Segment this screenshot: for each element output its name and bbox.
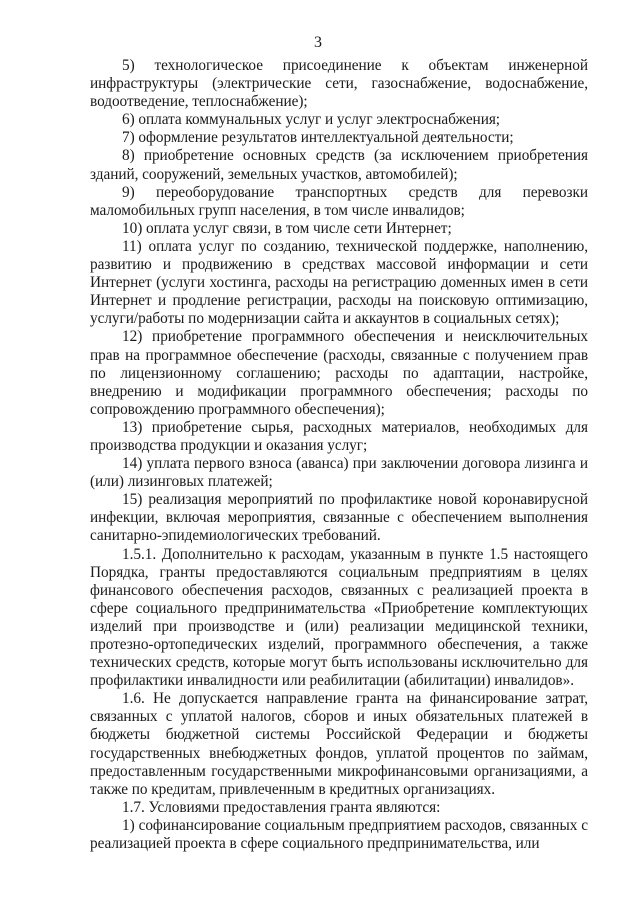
clause-1-7: 1.7. Условиями предоставления гранта являются:	[122, 798, 441, 816]
clause-1-7-item-1: 1) софинансирование социальным предприятием расходов, связанных с реализацией проекта в сфере социального предпринимательства, или	[90, 816, 588, 853]
list-item-15: 15) реализация мероприятий по профилактике новой коронавирусной инфекции, включая мероприятия, связанные с обеспечением выполнения санитарно-эпидемиологических требований.	[90, 491, 588, 545]
list-item-8: 8) приобретение основных средств (за исключением приобретения зданий, сооружений, земельных участков, автомобилей);	[90, 147, 588, 183]
list-item-9: 9) переоборудование транспортных средств для перевозки маломобильных групп населения, в том числе инвалидов;	[90, 183, 588, 219]
clause-1-6: 1.6. Не допускается направление гранта на финансирование затрат, связанных с уплатой налогов, сборов и иных обязательных платежей в бюджеты бюджетной системы Российской Федерации и бюджеты государственных внебюджетных фондов, уплатой процентов по займам, предоставленным государственными микрофинансовыми организациями, а также по кредитам, привлеченным в кредитных организациях.	[90, 690, 588, 798]
page-number: 3	[314, 34, 322, 51]
list-item-7: 7) оформление результатов интеллектуальной деятельности;	[122, 129, 514, 147]
document-body	[90, 57, 588, 853]
clause-1-5-1: 1.5.1. Дополнительно к расходам, указанным в пункте 1.5 настоящего Порядка, гранты предоставляются социальным предприятиям в целях финансового обеспечения расходов, связанных с реализацией проекта в сфере социального предпринимательства «Приобретение комплектующих изделий при производстве и (или) реализации медицинской техники, протезно-ортопедических изделий, программного обеспечения, а также технических средств, которые могут быть использованы исключительно для профилактики инвалидности или реабилитации (абилитации) инвалидов».	[90, 545, 588, 690]
list-item-12: 12) приобретение программного обеспечения и неисключительных прав на программное обеспечение (расходы, связанные с получением прав по лицензионному соглашению; расходы по адаптации, настройке, внедрению и модификации программного обеспечения; расходы по сопровождению программного обеспечения);	[90, 328, 588, 418]
list-item-14: 14) уплата первого взноса (аванса) при заключении договора лизинга и (или) лизинговых платежей;	[90, 455, 588, 491]
list-item-11: 11) оплата услуг по созданию, технической поддержке, наполнению, развитию и продвижению в средствах массовой информации и сети Интернет (услуги хостинга, расходы на регистрацию доменных имен в сети Интернет и продление регистрации, расходы на поисковую оптимизацию, услуги/работы по модернизации сайта и аккаунтов в социальных сетях);	[90, 237, 588, 328]
list-item-10: 10) оплата услуг связи, в том числе сети Интернет;	[122, 219, 452, 237]
list-item-5: 5) технологическое присоединение к объектам инженерной инфраструктуры (электрические сети, газоснабжение, водоснабжение, водоотведение, теплоснабжение);	[90, 57, 588, 111]
list-item-6: 6) оплата коммунальных услуг и услуг электроснабжения;	[122, 111, 501, 129]
list-item-13: 13) приобретение сырья, расходных материалов, необходимых для производства продукции и оказания услуг;	[90, 418, 588, 454]
